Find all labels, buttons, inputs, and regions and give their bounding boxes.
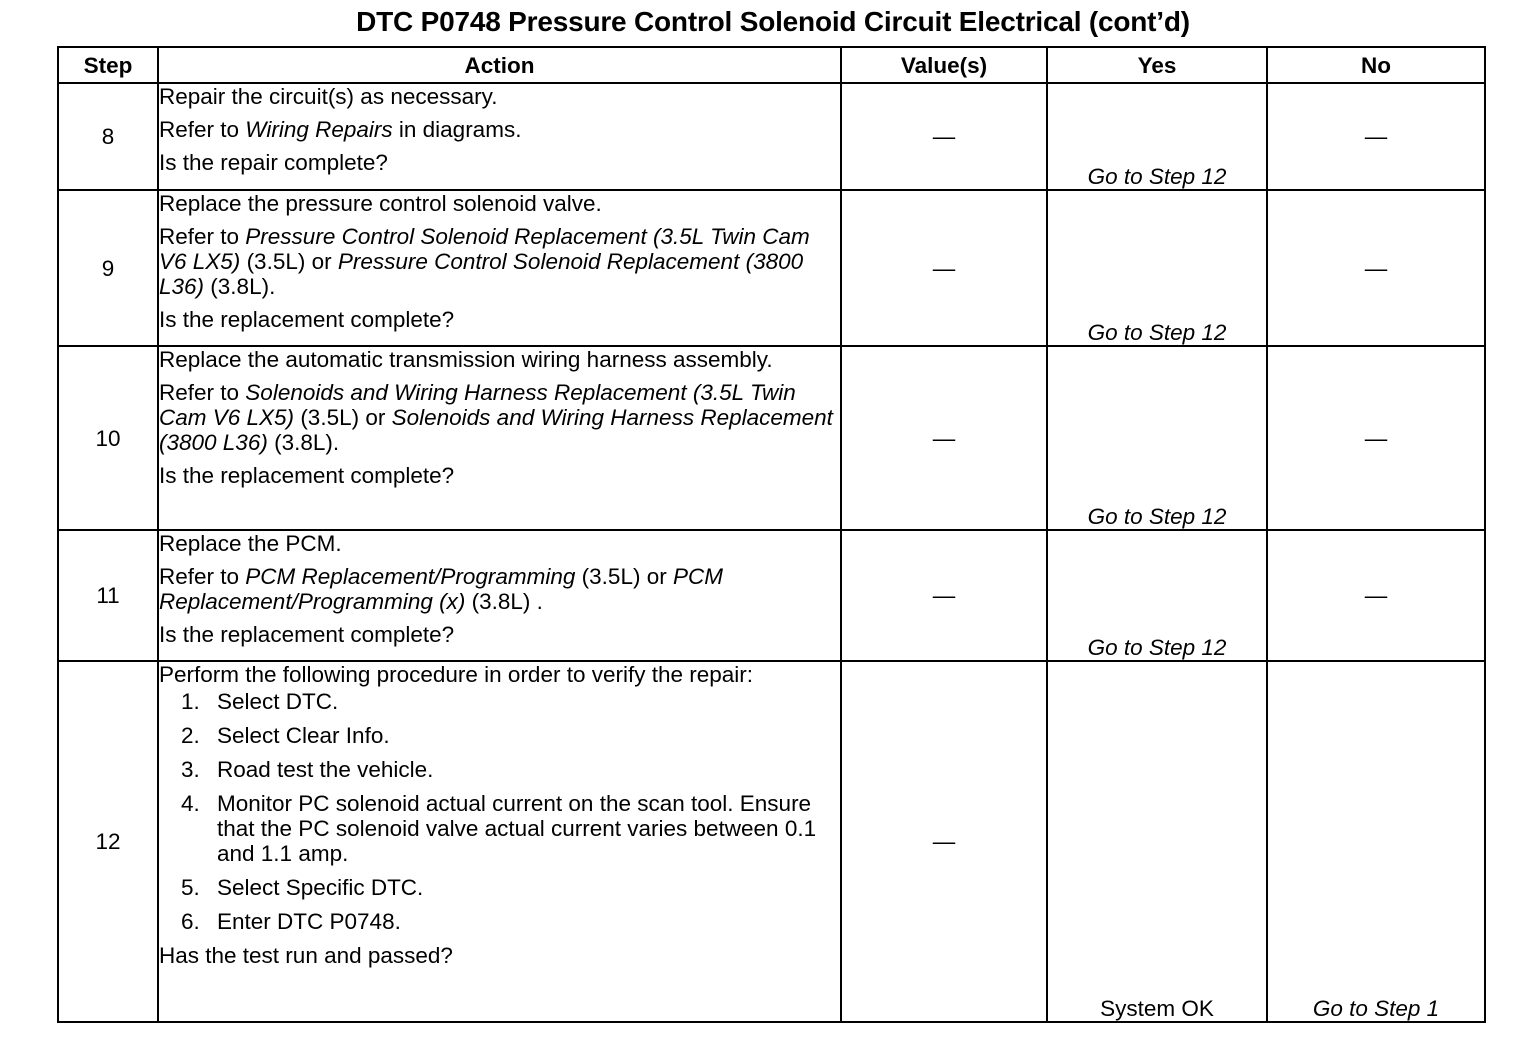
reference-text: in diagrams. (392, 117, 522, 142)
action-cell (158, 190, 841, 346)
list-item-number: 6. (181, 909, 200, 934)
no-cell: — (1267, 346, 1485, 530)
value-cell: — (841, 83, 1047, 190)
value-cell: — (841, 346, 1047, 530)
reference-link: Wiring Repairs (245, 117, 393, 142)
reference-text: (3.8L) . (465, 589, 543, 614)
value-cell: — (841, 530, 1047, 661)
reference-text: (3.5L) or (575, 564, 673, 589)
reference-link: PCM Replacement/Programming (x) (159, 564, 723, 614)
table-row (58, 190, 1485, 346)
diagnostic-table (57, 46, 1486, 1023)
list-item (159, 689, 840, 714)
reference-text: (3.8L). (267, 430, 340, 455)
list-item (159, 723, 840, 748)
list-item-text: Enter DTC P0748. (217, 909, 401, 934)
action-reference (159, 380, 840, 455)
yes-cell: Go to Step 12 (1047, 83, 1267, 190)
list-item (159, 791, 840, 866)
action-cell (158, 661, 841, 1022)
reference-prefix: Refer to (159, 224, 246, 249)
table-header-row (58, 47, 1485, 83)
no-cell: — (1267, 190, 1485, 346)
reference-prefix: Refer to (159, 117, 246, 142)
list-item (159, 875, 840, 900)
table-row (58, 346, 1485, 530)
reference-prefix: Refer to (159, 380, 246, 405)
action-reference (159, 224, 840, 299)
step-number: 12 (58, 661, 158, 1022)
action-reference (159, 564, 840, 614)
action-question: Is the replacement complete? (159, 307, 455, 332)
step-number: 10 (58, 346, 158, 530)
action-question: Is the repair complete? (159, 150, 388, 175)
reference-text: (3.5L) or (240, 249, 338, 274)
list-item-text: Select Clear Info. (217, 723, 390, 748)
reference-text: (3.5L) or (294, 405, 392, 430)
table-row (58, 83, 1485, 190)
list-item-text: Select Specific DTC. (217, 875, 424, 900)
step-number: 11 (58, 530, 158, 661)
reference-link: Pressure Control Solenoid Replacement (3800 L36) (159, 249, 804, 299)
list-item-text: Select DTC. (217, 689, 339, 714)
action-cell (158, 530, 841, 661)
action-instruction: Replace the pressure control solenoid valve. (159, 191, 602, 216)
yes-cell: System OK (1047, 661, 1267, 1022)
action-cell (158, 346, 841, 530)
list-item-number: 4. (181, 791, 200, 816)
header-values: Value(s) (841, 47, 1047, 83)
list-item-text: Monitor PC solenoid actual current on the scan tool. Ensure that the PC solenoid valve actual current varies between 0.1 and 1.1 amp. (217, 791, 817, 866)
yes-cell: Go to Step 12 (1047, 530, 1267, 661)
value-cell: — (841, 661, 1047, 1022)
action-reference (159, 117, 840, 142)
yes-cell: Go to Step 12 (1047, 346, 1267, 530)
action-instruction: Replace the automatic transmission wiring harness assembly. (159, 347, 773, 372)
reference-prefix: Refer to (159, 564, 246, 589)
list-item-text: Road test the vehicle. (217, 757, 434, 782)
header-no: No (1267, 47, 1485, 83)
list-item-number: 5. (181, 875, 200, 900)
value-cell: — (841, 190, 1047, 346)
no-cell: — (1267, 83, 1485, 190)
list-item (159, 757, 840, 782)
action-question: Is the replacement complete? (159, 622, 455, 647)
reference-text: (3.8L). (204, 274, 276, 299)
no-cell: — (1267, 530, 1485, 661)
list-item-number: 3. (181, 757, 200, 782)
reference-link: Solenoids and Wiring Harness Replacement (3.5L Twin Cam V6 LX5) (159, 380, 796, 430)
action-question: Is the replacement complete? (159, 463, 455, 488)
header-yes: Yes (1047, 47, 1267, 83)
step-number: 9 (58, 190, 158, 346)
reference-link: Pressure Control Solenoid Replacement (3.5L Twin Cam V6 LX5) (159, 224, 810, 274)
page-title: DTC P0748 Pressure Control Solenoid Circuit Electrical (cont’d) (356, 6, 1190, 37)
no-cell: Go to Step 1 (1267, 661, 1485, 1022)
action-question: Has the test run and passed? (159, 943, 453, 968)
table-row (58, 530, 1485, 661)
yes-cell: Go to Step 12 (1047, 190, 1267, 346)
header-step: Step (58, 47, 158, 83)
list-item (159, 909, 840, 934)
action-cell (158, 83, 841, 190)
table-row (58, 661, 1485, 1022)
list-item-number: 2. (181, 723, 200, 748)
action-instruction: Perform the following procedure in order to verify the repair: (159, 662, 754, 687)
action-instruction: Replace the PCM. (159, 531, 342, 556)
procedure-list (159, 689, 840, 934)
reference-link: PCM Replacement/Programming (245, 564, 576, 589)
list-item-number: 1. (181, 689, 200, 714)
step-number: 8 (58, 83, 158, 190)
header-action: Action (158, 47, 841, 83)
reference-link: Solenoids and Wiring Harness Replacement (3800 L36) (159, 405, 833, 455)
action-instruction: Repair the circuit(s) as necessary. (159, 84, 498, 109)
